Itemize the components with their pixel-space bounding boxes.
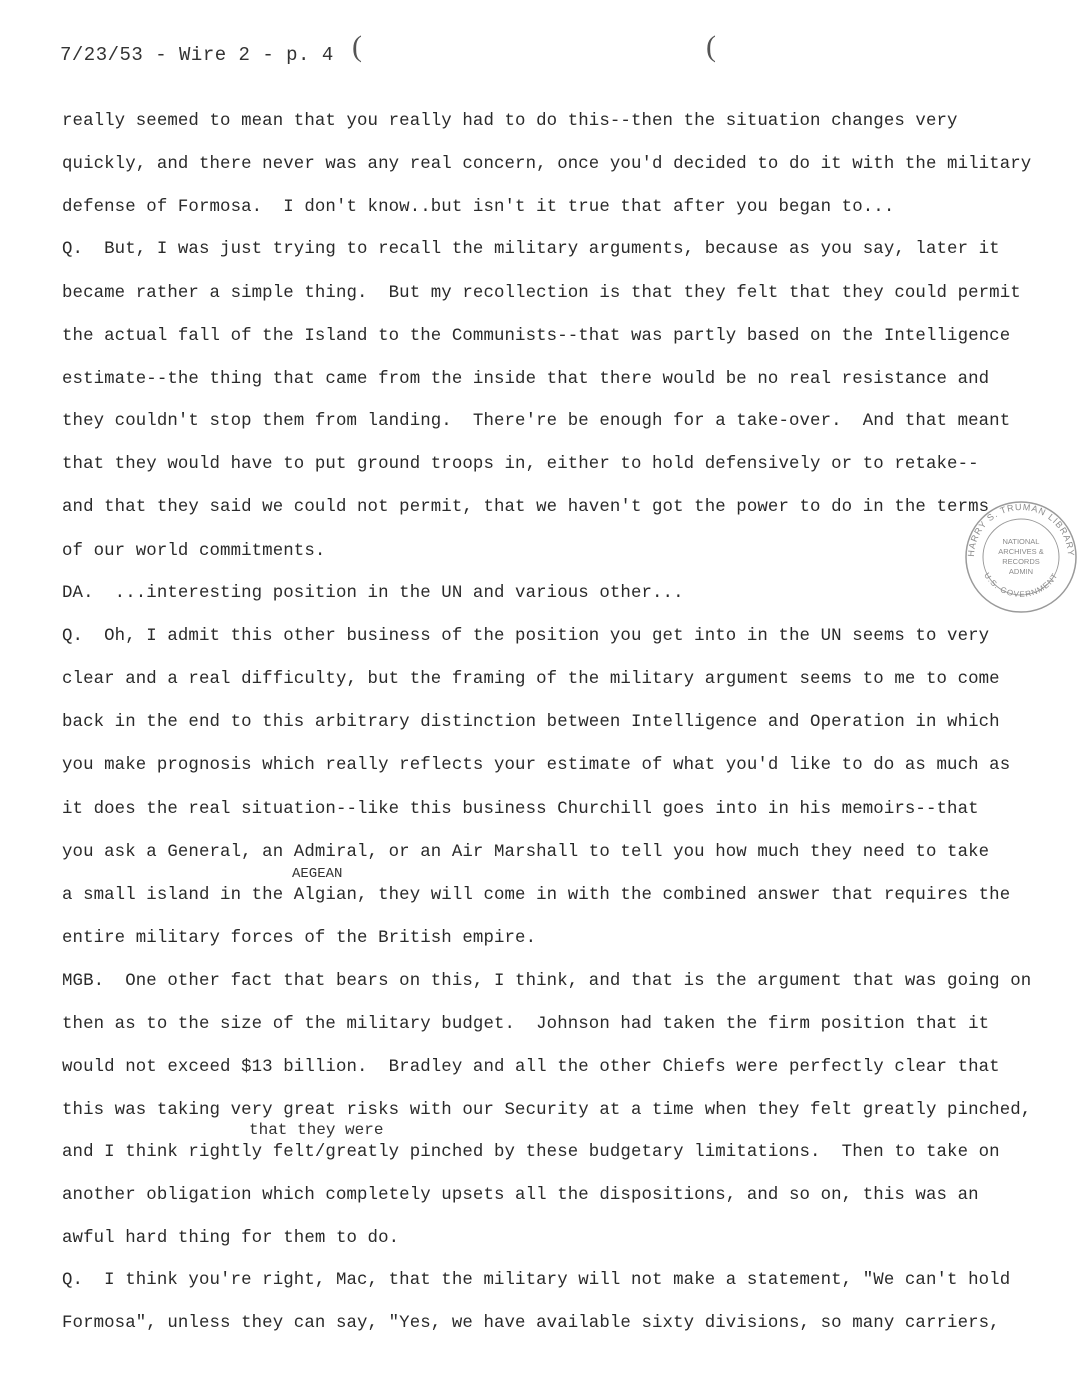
typed-insertion: that they were bbox=[249, 1121, 384, 1139]
stamp-center-line: ARCHIVES & bbox=[998, 547, 1044, 556]
text-line: they couldn't stop them from landing. There're be enough for a take-over. And that meant bbox=[62, 412, 1011, 431]
text-line: and I think rightly felt/greatly pinched by these budgetary limitations. Then to take on bbox=[62, 1143, 1000, 1162]
archives-stamp bbox=[962, 498, 1080, 616]
text-line: back in the end to this arbitrary distinction between Intelligence and Operation in which bbox=[62, 713, 1000, 732]
page-header: 7/23/53 - Wire 2 - p. 4 bbox=[60, 44, 334, 66]
text-line: this was taking very great risks with our Security at a time when they felt greatly pinched, bbox=[62, 1101, 1032, 1120]
text-line: Q. But, I was just trying to recall the military arguments, because as you say, later it bbox=[62, 240, 1000, 259]
handwritten-correction: AEGEAN bbox=[292, 866, 343, 882]
text-line: Q. Oh, I admit this other business of the position you get into in the UN seems to very bbox=[62, 627, 990, 646]
handwritten-mark: ( bbox=[352, 30, 362, 63]
handwritten-mark: ( bbox=[706, 30, 716, 63]
stamp-center-line: ADMIN bbox=[1008, 567, 1034, 576]
text-line: that they would have to put ground troops in, either to hold defensively or to retake-- bbox=[62, 455, 979, 474]
text-line: the actual fall of the Island to the Communists--that was partly based on the Intelligence bbox=[62, 327, 1011, 346]
text-line: estimate--the thing that came from the inside that there would be no real resistance and bbox=[62, 370, 990, 389]
stamp-center-line: NATIONAL bbox=[1002, 537, 1040, 546]
text-line: Formosa", unless they can say, "Yes, we have available sixty divisions, so many carriers, bbox=[62, 1314, 1000, 1333]
text-line: quickly, and there never was any real concern, once you'd decided to do it with the military bbox=[62, 155, 1032, 174]
text-line: another obligation which completely upsets all the dispositions, and so on, this was an bbox=[62, 1186, 979, 1205]
text-line: clear and a real difficulty, but the framing of the military argument seems to me to come bbox=[62, 670, 1000, 689]
text-line: Q. I think you're right, Mac, that the military will not make a statement, "We can't hold bbox=[62, 1271, 1011, 1290]
text-line: of our world commitments. bbox=[62, 542, 326, 561]
stamp-bottom-text: U.S. GOVERNMENT bbox=[982, 571, 1060, 599]
text-line: defense of Formosa. I don't know..but isn't it true that after you began to... bbox=[62, 198, 895, 217]
stamp-center-line: RECORDS bbox=[1002, 557, 1040, 566]
text-line: entire military forces of the British empire. bbox=[62, 929, 537, 948]
text-line: then as to the size of the military budget. Johnson had taken the firm position that it bbox=[62, 1015, 990, 1034]
text-line: awful hard thing for them to do. bbox=[62, 1229, 400, 1248]
text-line: would not exceed $13 billion. Bradley and all the other Chiefs were perfectly clear that bbox=[62, 1058, 1000, 1077]
text-line: became rather a simple thing. But my recollection is that they felt that they could permit bbox=[62, 284, 1021, 303]
text-line: you make prognosis which really reflects your estimate of what you'd like to do as much as bbox=[62, 756, 1011, 775]
text-line: a small island in the Algian, they will come in with the combined answer that requires the bbox=[62, 886, 1011, 905]
text-line: you ask a General, an Admiral, or an Air Marshall to tell you how much they need to take bbox=[62, 843, 990, 862]
text-line: MGB. One other fact that bears on this, I think, and that is the argument that was going on bbox=[62, 972, 1032, 991]
text-line: really seemed to mean that you really had to do this--then the situation changes very bbox=[62, 112, 958, 131]
text-line: DA. ...interesting position in the UN and various other... bbox=[62, 584, 684, 603]
text-line: it does the real situation--like this business Churchill goes into in his memoirs--that bbox=[62, 800, 979, 819]
text-line: and that they said we could not permit, that we haven't got the power to do in the terms bbox=[62, 498, 990, 517]
stamp-ring-text: HARRY S. TRUMAN LIBRARY bbox=[965, 501, 1077, 558]
